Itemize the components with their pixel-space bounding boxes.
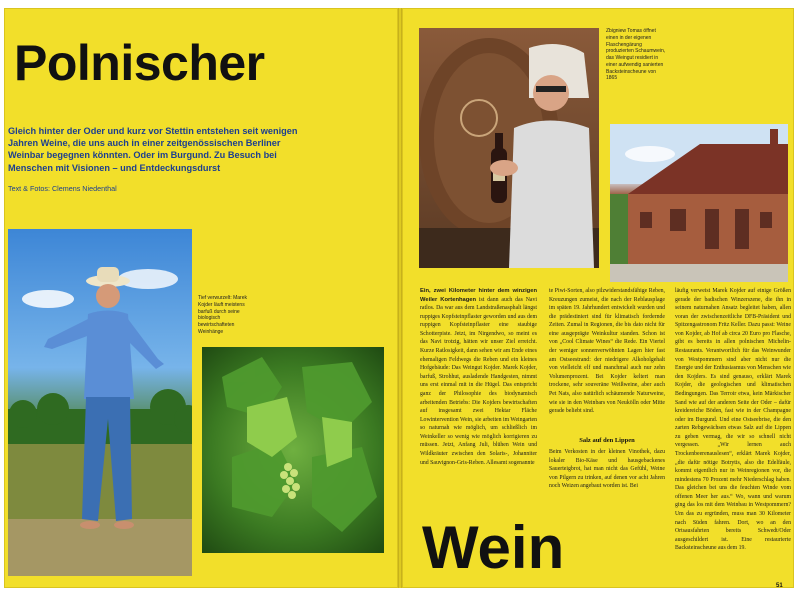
headline-wein: Wein — [422, 514, 565, 581]
headline-polnischer: Polnischer — [14, 35, 265, 91]
photo-grape-leaves-illustration — [202, 347, 384, 553]
article-column-1 — [420, 287, 537, 513]
author-credit: Text & Fotos: Clemens Niedenthal — [8, 184, 117, 193]
column-2b-text: Beim Verkosten in der kleinen Vinothek, dazu lokaler Bio-Käse und hausgebackenes Sauerteigbrot, hat man nicht das Gefühl, Weine von Pilgern zu trinken, auf denen vor acht Jahren noch Weizen angebaut worden ist. Bei — [549, 449, 665, 490]
column-1-lead: Ein, zwei Kilometer hinter dem winzigen Weiler Kortenhagen — [420, 288, 537, 303]
photo-winemaker-vineyard — [8, 229, 192, 576]
page-number: 51 — [776, 583, 783, 589]
article-column-3 — [675, 287, 791, 567]
photo-brick-barn-illustration — [610, 124, 788, 282]
subheading: Salz auf den Lippen — [579, 437, 635, 444]
photo-brick-barn — [610, 124, 788, 282]
caption-winemaker: Tief verwurzelt: Marek Kojder läuft meistens barfuß durch seine biologisch bewirtschafteten Weinhänge — [198, 295, 247, 335]
photo-grape-leaves — [202, 347, 384, 553]
caption-cellar: Zbigniew Tomas öffnet einen in der eigenen Flaschengärung produzierten Schaumwein, das Weingut residiert in einer aufwendig sanierten Backsteinscheune von 1865 — [606, 28, 666, 82]
column-1-text: ist dann auch das Navi ratlos. Da war aus dem Landstraßenasphalt längst ruppiges Kopfsteinpflaster geworden und aus dem ruppigen Kopfsteinpflaster eine staubige Schotterpiste. Jetzt, im Nirgendwo, so meint es das Navi trotzig, hätten wir unser Ziel erreicht. Kurze Ratlosigkeit, dann sehen wir am Ende eines ehemaligen Feldwegs die Reben und ein kleines Hofgebäude: Das Weingut Kojder. Marek Kojder, barfuß, Strohhut, ausladende Handgesten, nimmt uns erst einmal mit in die Hügel. Das entspricht ganz der Philosophie des biodynamisch arbeitenden Betriebs: Die Kojders bewirtschaften auf insgesamt zwei Hektar Fläche Lowintervention Wein, sie arbeiten im Weingarten so naturnah wie möglich, um schließlich im Weinkeller so wenig wie möglich korrigieren zu müssen. Jetzt, Anfang Juli, blühen Wein und Wildkräuter zwischen den Solaris-, Johanniter und Sauvignon-Gris-Reben. Allesamt sogenannte — [420, 296, 537, 466]
article-lede: Gleich hinter der Oder und kurz vor Stettin entstehen seit wenigen Jahren Weine, die uns auch in einer zeitgenössischen Berliner Weinbar begegnen könnten. Oder im Burgund. Zu Besuch bei Menschen mit Visionen – und Entdeckungsdurst — [8, 126, 298, 173]
column-3-text: läufig verweist Marek Kojder auf einige Größen gerade der badischen Winzerszene, die ihn in seinem naturnahen Ansatz begleitet haben, allen voran der zwischenzeitliche DFB-Präsident und Spitzengastronom Fritz Keller. Dazu passt: Weine von Kojder, ab Hof ab circa 20 Euro pro Flasche, gibt es bereits in allen polnischen Michelin-Restaurants. Verantwortlich für das Weinwunder von Westpommern sind aber nicht nur die Energie und der Enthusiasmus von Menschen wie den Kojders. Es sind genauso, erklärt Marek Kojder, die geologischen und klimatischen Bedingungen. Das Terroir etwa, kein Märkischer Sand wie auf der anderen Seite der Oder – dafür kreidereiche Böden, fast wie in der Champagne oder im Burgund. Und eine Ostseebrise, die den zarten Rebgewächsen etwas Salz auf die Lippen zu geben vermag, die wir so schnell nicht vergessen. „Wir lernen auch Trockenbeerenauslesen“, erklärt Marek Kojder, „die dafür nötige Botrytis, also die Edelfäule, kommt eigentlich nur in Weinregionen vor, die mindestens 70 Prozent mehr Niederschlag haben. Das gleichen bei uns die feuchten Winde vom offenen Meer her aus.“ Wo, wann und warum ging das los mit dem Weinbau in Westpommern? Um das zu ergründen, muss man 30 Kilometer nach Süden fahren. Dort, wo an den Ortsausfahrten bereits Schwedt/Oder ausgeschildert ist. Eine restaurierte Backsteinscheune aus dem 19. — [675, 288, 791, 552]
article-column-2b — [549, 448, 665, 523]
photo-winemaker-vineyard-illustration — [8, 229, 192, 576]
photo-cellar-illustration — [419, 28, 599, 268]
photo-cellar-sparkling-wine — [419, 28, 599, 268]
column-2-text: te Piwi-Sorten, also pilzwiderstandsfähige Reben, Kreuzungen zumeist, die nach der Reblausplage im späten 19. Jahrhundert entwickelt wurden und die prädestiniert sind für klimatisch fordernde Zeiten. Zumal in Regionen, die bis dato nicht für eine ausgeprägte Weinkultur standen. Schon ist von „Cool Climate Wines“ die Rede. Ein Viertel der weniger sonnenverwöhnten Lagen hier fast am Ostseestrand: der niedrigere Alkoholgehalt von vielleicht elf und manchmal auch nur zehn Volumenprozent. Bei Kojder keltert man trockene, sehr souveräne Weißweine, aber auch Pet Nats, also natürlich schäumende Naturweine, wie sie in den Weinbars von Neukölln oder Mitte gerade beliebt sind. — [549, 288, 665, 415]
